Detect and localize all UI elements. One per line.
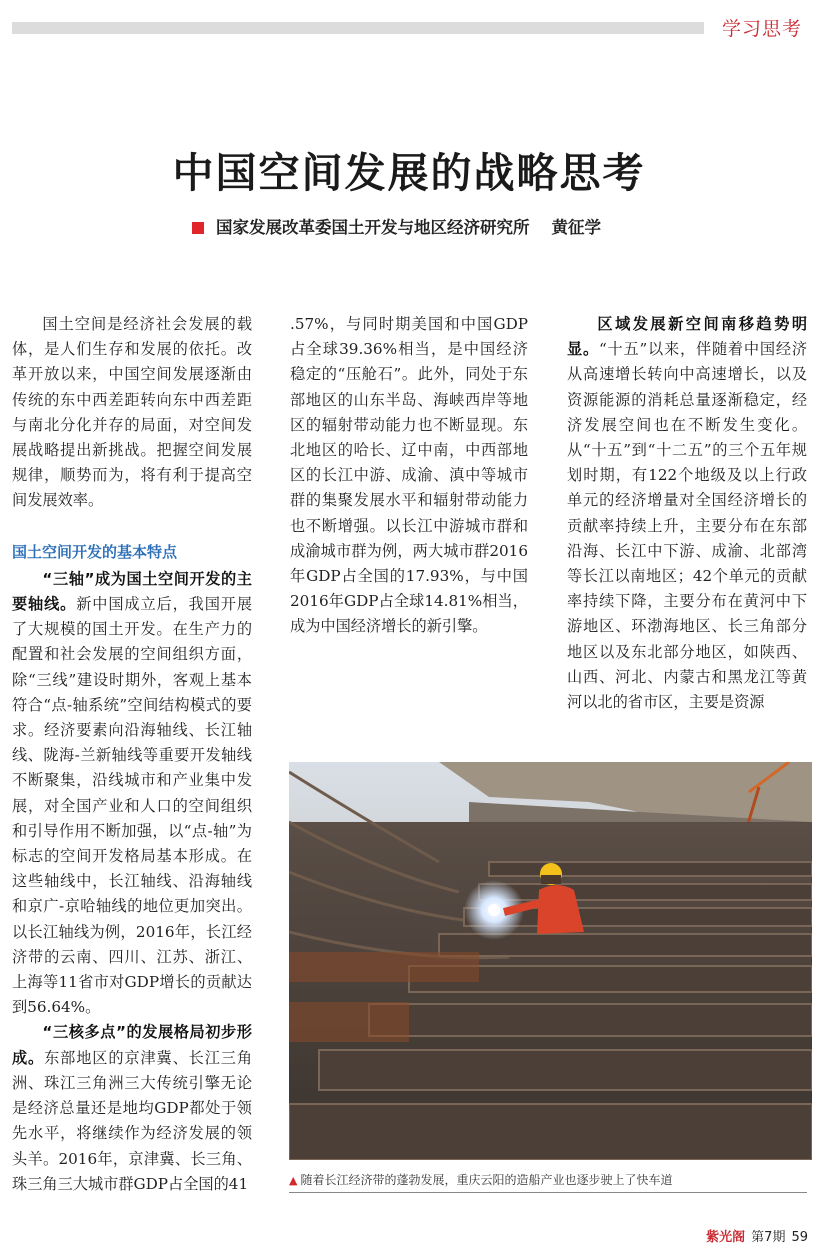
paragraph-southward xyxy=(567,312,807,715)
section-heading: 国土空间开发的基本特点 xyxy=(12,542,178,561)
byline xyxy=(192,214,601,238)
paragraph-three-cores xyxy=(12,1020,252,1196)
article-column-2 xyxy=(290,312,528,640)
caption-divider xyxy=(289,1192,807,1193)
paragraph-continuation: .57%，与同时期美国和中国GDP占全球39.36%相当，是中国经济稳定的“压舱石”。此外，同处于东部地区的山东半岛、海峡西岸等地区的辐射带动能力也不断显现。东北地区的哈长、辽中南，中西部地区的长江中游、成渝、滇中等城市群的集聚发展水平和辐射带动能力也不断增强。以长江中游城市群和成渝城市群为例，两大城市群2016年GDP占全国的17.93%，与中国2016年GDP占全球14.81%相当，成为中国经济增长的新引擎。 xyxy=(290,315,528,636)
magazine-name: 紫光阁 xyxy=(706,1230,746,1245)
author-org: 国家发展改革委国土开发与地区经济研究所 xyxy=(216,218,530,237)
paragraph-lead: 区域发展新空间南移趋势明显。 xyxy=(567,315,807,359)
paragraph-body: “十五”以来，伴随着中国经济从高速增长转向中高速增长，以及资源能源的消耗总量逐渐稳定，经济发展空间也在不断发生变化。从“十五”到“十二五”的三个五年规划时期，有122个地级及以上行政单元的经济增量对全国经济增长的贡献率持续上升，主要分布在东部沿海、长江中下游、成渝、北部湾等长江以南地区；42个单元的贡献率持续下降，主要分布在黄河中下游地区、环渤海地区、长三角部分地区以及东北部分地区，如陕西、山西、河北、内蒙古和黑龙江等黄河以北的省市区，主要是资源 xyxy=(567,340,808,712)
red-square-icon xyxy=(192,222,204,234)
page-number: 59 xyxy=(791,1230,808,1245)
paragraph-lead: “三轴”成为国土空间开发的主要轴线。 xyxy=(12,569,252,614)
paragraph-body: 东部地区的京津冀、长江三角洲、珠江三角洲三大传统引擎无论是经济总量还是地均GDP都处于领先水平，将继续作为经济发展的领头羊。2016年，京津冀、长三角、珠三角三大城市群GDP占全国的41 xyxy=(12,1048,253,1193)
paragraph-lead: “三核多点”的发展格局初步形成。 xyxy=(12,1023,252,1067)
photo-caption-text: 随着长江经济带的蓬勃发展，重庆云阳的造船产业也逐步驶上了快车道 xyxy=(300,1173,673,1187)
page-footer xyxy=(706,1226,808,1245)
header-bar xyxy=(12,22,704,34)
paragraph-three-axes xyxy=(12,567,252,1021)
author-name: 黄征学 xyxy=(551,218,601,237)
shipbuilding-photo xyxy=(289,762,812,1160)
article-column-3 xyxy=(567,312,807,715)
welder-image xyxy=(289,762,812,1160)
paragraph-body: 新中国成立后，我国开展了大规模的国土开发。在生产力的配置和社会发展的空间组织方面，除“三线”建设时期外，客观上基本符合“点-轴系统”空间结构模式的要求。经济要素向沿海轴线、长江轴线、陇海-兰新轴线等重要开发轴线不断聚集，沿线城市和产业集中发展，对全国产业和人口的空间组织和引导作用不断加强，以“点-轴”为标志的空间开发格局基本形成。在这些轴线中，长江轴线、沿海轴线和京广-京哈轴线的地位更加突出。以长江轴线为例，2016年，长江经济带的云南、四川、江苏、浙江、上海等11省市对GDP增长的贡献达到56.64%。 xyxy=(12,595,253,1017)
article-column-1 xyxy=(12,312,252,1197)
article-title: 中国空间发展的战略思考 xyxy=(172,149,646,197)
intro-paragraph: 国土空间是经济社会发展的载体，是人们生存和发展的依托。改革开放以来，中国空间发展逐渐由传统的东中西差距转向东中西差距与南北分化并存的局面，对空间发展战略提出新挑战。把握空间发展规律，顺势而为，将有利于提高空间发展效率。 xyxy=(12,315,252,510)
issue-number: 第7期 xyxy=(751,1230,786,1245)
photo-caption xyxy=(289,1171,672,1188)
section-tag: 学习思考 xyxy=(722,18,803,40)
triangle-icon: ▲ xyxy=(289,1174,298,1187)
